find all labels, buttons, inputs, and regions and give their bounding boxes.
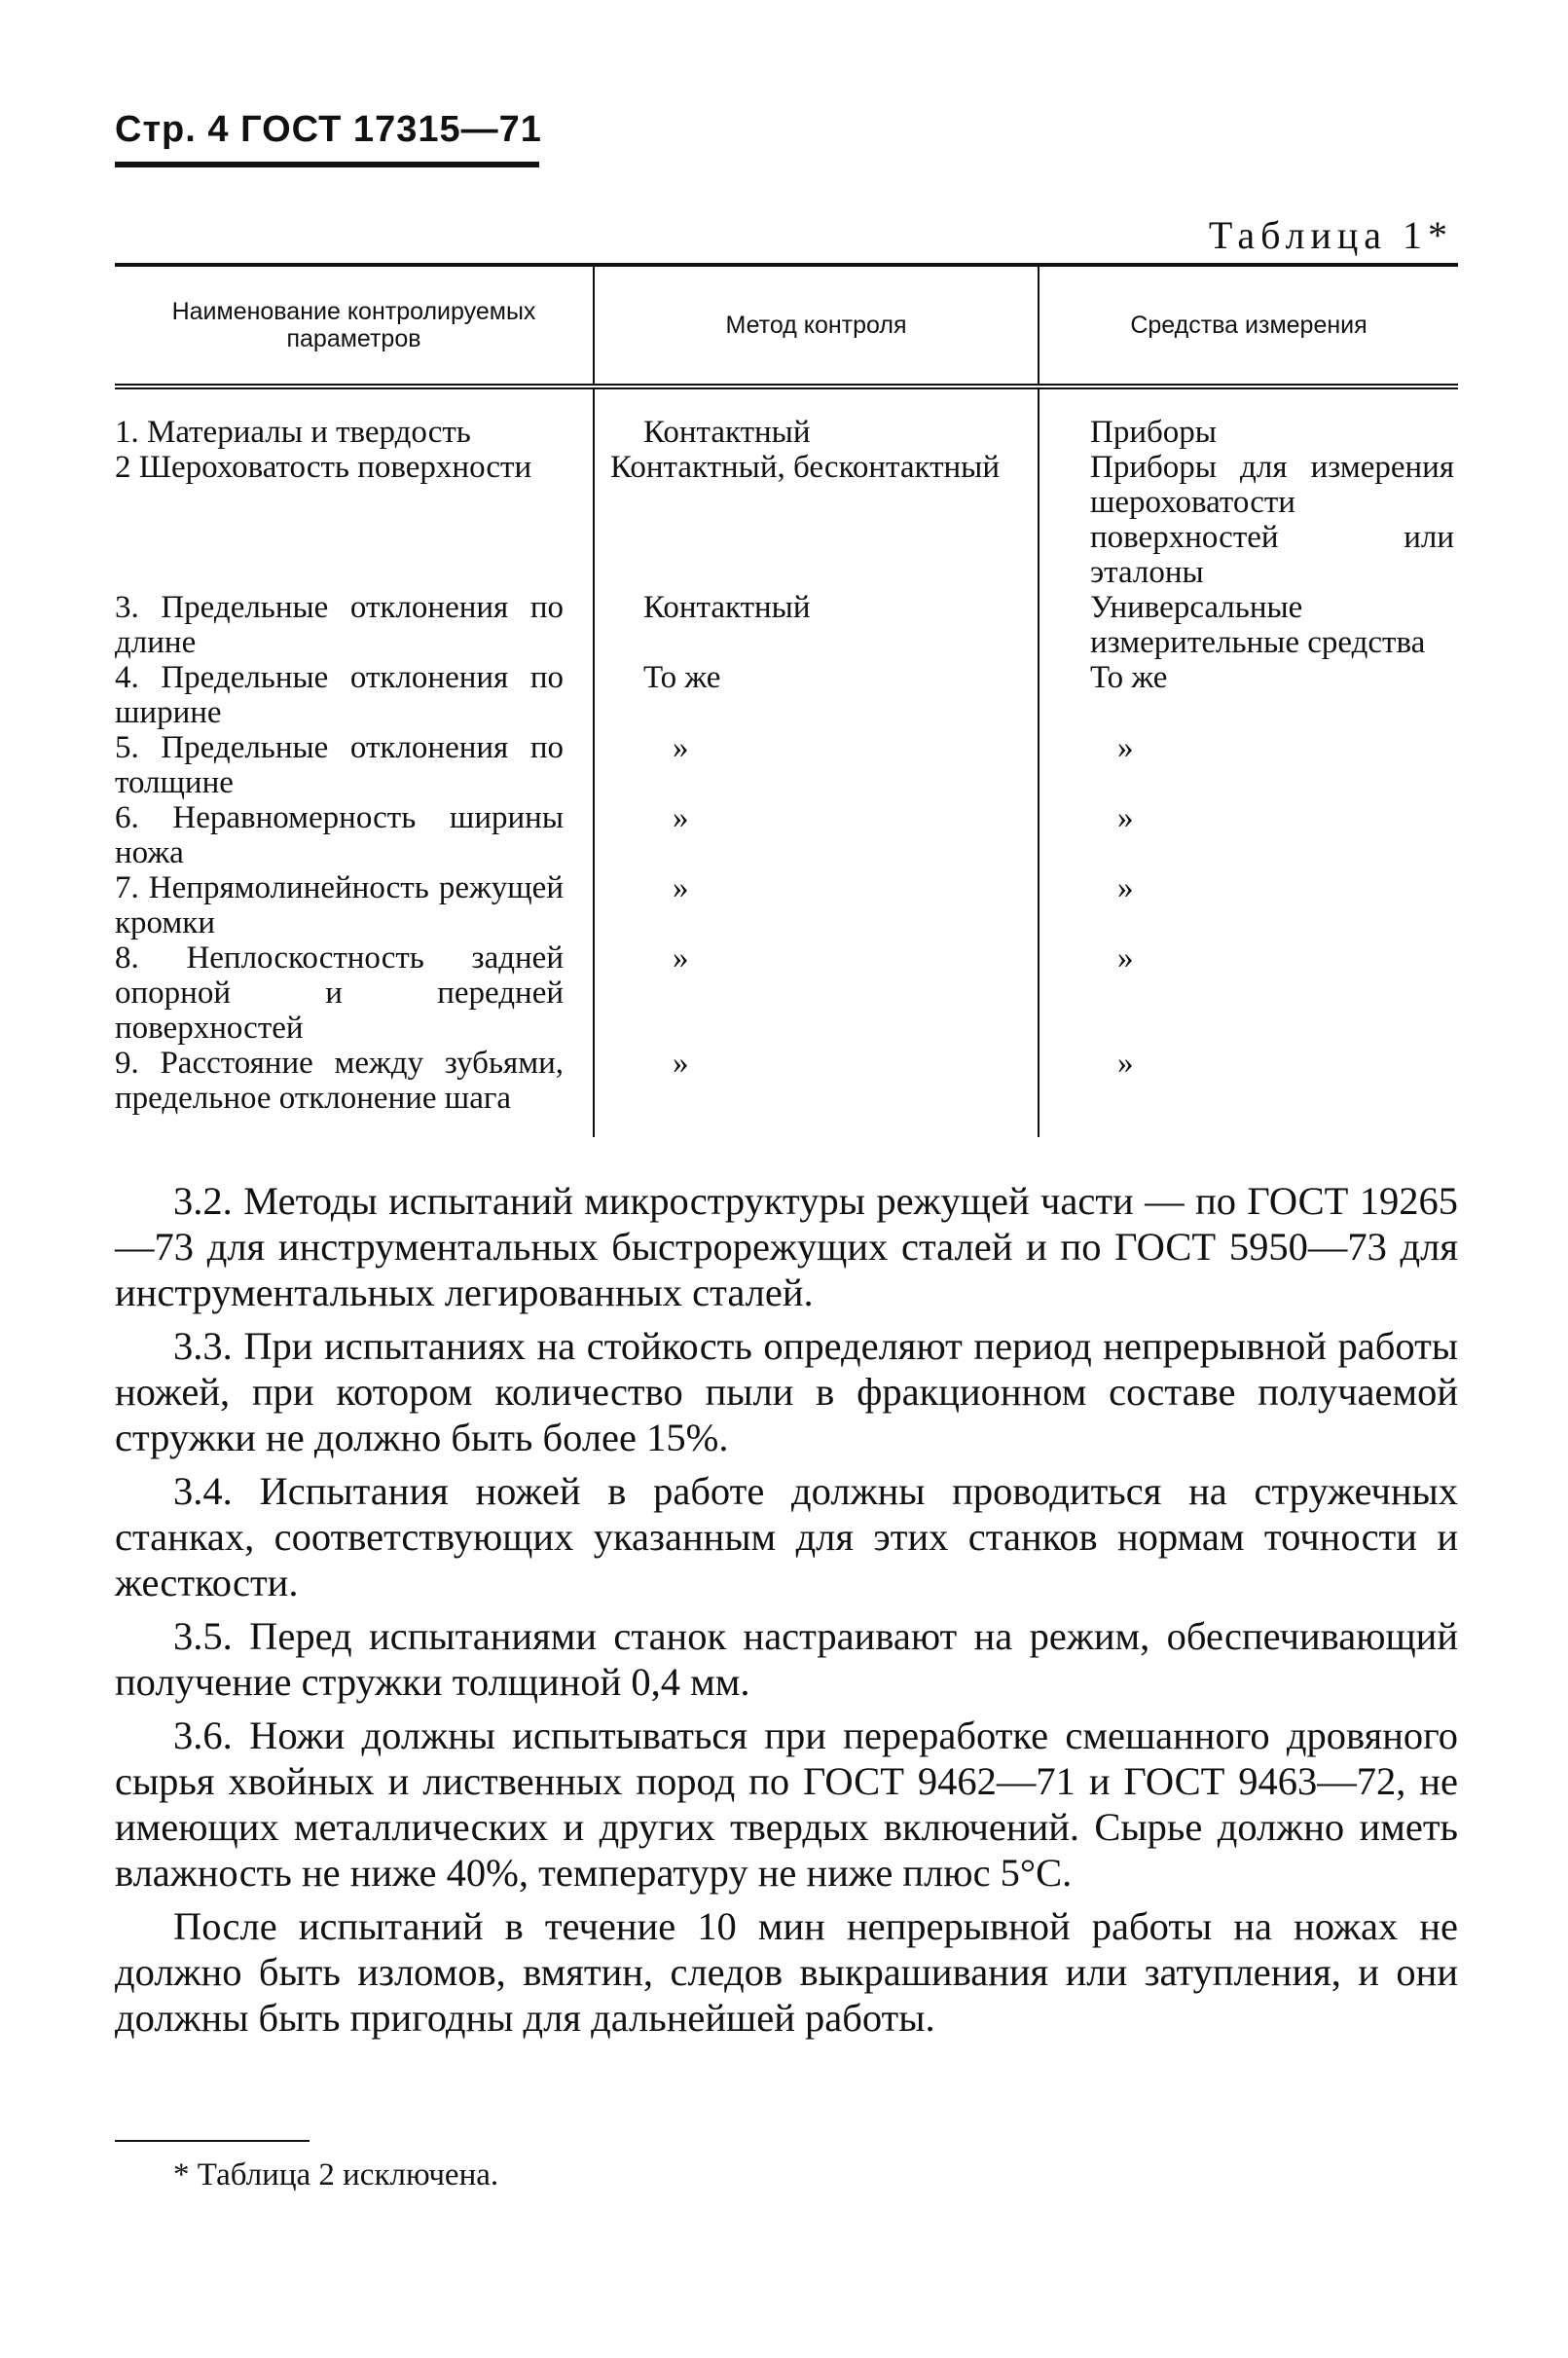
cell-method: » <box>594 940 1039 1046</box>
cell-means: Приборы <box>1039 387 1458 450</box>
cell-parameter: 5. Предельные отклонения по толщине <box>115 730 564 800</box>
table-row <box>115 730 1458 800</box>
table-caption: Таблица 1* <box>1208 213 1453 257</box>
table-row <box>115 940 1458 1046</box>
cell-parameter: 2 Шероховатость поверхности <box>115 450 532 485</box>
column-header-means: Средства измерения <box>1039 265 1458 387</box>
cell-method: » <box>594 1046 1039 1137</box>
cell-means: » <box>1039 940 1458 1046</box>
table-row <box>115 870 1458 940</box>
table-row <box>115 660 1458 730</box>
cell-parameter: 8. Неплоскостность задней опорной и передней поверхностей <box>115 940 564 1046</box>
paragraph-3-4: 3.4. Испытания ножей в работе должны проводиться на стружечных станках, соответствующих указанным для этих станков нормам точности и жесткости. <box>115 1469 1458 1604</box>
cell-means: » <box>1039 870 1458 940</box>
paragraph-after-tests: После испытаний в течение 10 мин непрерывной работы на ножах не должно быть изломов, вмятин, следов выкрашивания или затупления, и они должны быть пригодны для дальнейшей работы. <box>115 1904 1458 2040</box>
table-row <box>115 590 1458 660</box>
cell-means: Приборы для измерения шероховатости поверхностей или эталоны <box>1039 450 1458 590</box>
cell-means: То же <box>1039 660 1458 730</box>
cell-parameter: 6. Неравномерность ширины ножа <box>115 800 564 870</box>
cell-method: Контактный <box>594 590 1039 660</box>
cell-parameter: 1. Материалы и твердость <box>115 415 471 450</box>
body-text <box>115 1178 1458 2041</box>
cell-parameter: 7. Непрямолинейность режущей кромки <box>115 870 564 940</box>
table-row <box>115 1046 1458 1137</box>
footnote-rule <box>115 2140 310 2142</box>
cell-means: » <box>1039 800 1458 870</box>
cell-method: Контактный <box>594 387 1039 450</box>
cell-method: » <box>594 730 1039 800</box>
cell-means: » <box>1039 1046 1458 1137</box>
table-row <box>115 800 1458 870</box>
cell-method: » <box>594 870 1039 940</box>
cell-parameter: 3. Предельные отклонения по длине <box>115 590 564 660</box>
cell-method: » <box>594 800 1039 870</box>
paragraph-3-5: 3.5. Перед испытаниями станок настраивают на режим, обеспечивающий получение стружки толщиной 0,4 мм. <box>115 1614 1458 1704</box>
column-header-method: Метод контроля <box>594 265 1039 387</box>
table-row <box>115 387 1458 450</box>
cell-means: » <box>1039 730 1458 800</box>
footnote: * Таблица 2 исключена. <box>173 2157 499 2192</box>
cell-parameter: 9. Расстояние между зубьями, предельное отклонение шага <box>115 1046 564 1116</box>
table-header-row <box>115 265 1458 387</box>
table-row <box>115 450 1458 590</box>
paragraph-3-2: 3.2. Методы испытаний микроструктуры режущей части — по ГОСТ 19265—73 для инструментальных быстрорежущих сталей и по ГОСТ 5950—73 для инструментальных легированных сталей. <box>115 1179 1458 1314</box>
column-header-parameters: Наименование контролируемых параметров <box>115 265 594 387</box>
paragraph-3-6: 3.6. Ножи должны испытываться при переработке смешанного дровяного сырья хвойных и лиственных пород по ГОСТ 9462—71 и ГОСТ 9463—72, не имеющих металлических и других твердых включений. Сырье должно иметь влажность не ниже 40%, температуру не ниже плюс 5°С. <box>115 1713 1458 1895</box>
page-header: Стр. 4 ГОСТ 17315—71 <box>115 109 542 150</box>
parameters-table <box>115 263 1458 1137</box>
paragraph-3-3: 3.3. При испытаниях на стойкость определяют период непрерывной работы ножей, при котором количество пыли в фракционном составе получаемой стружки не должно быть более 15%. <box>115 1324 1458 1459</box>
cell-means: Универсальные измерительные средства <box>1039 590 1458 660</box>
cell-parameter: 4. Предельные отклонения по ширине <box>115 660 564 730</box>
header-rule <box>115 162 539 167</box>
cell-method: Контактный, бесконтактный <box>594 450 1039 590</box>
cell-method: То же <box>594 660 1039 730</box>
